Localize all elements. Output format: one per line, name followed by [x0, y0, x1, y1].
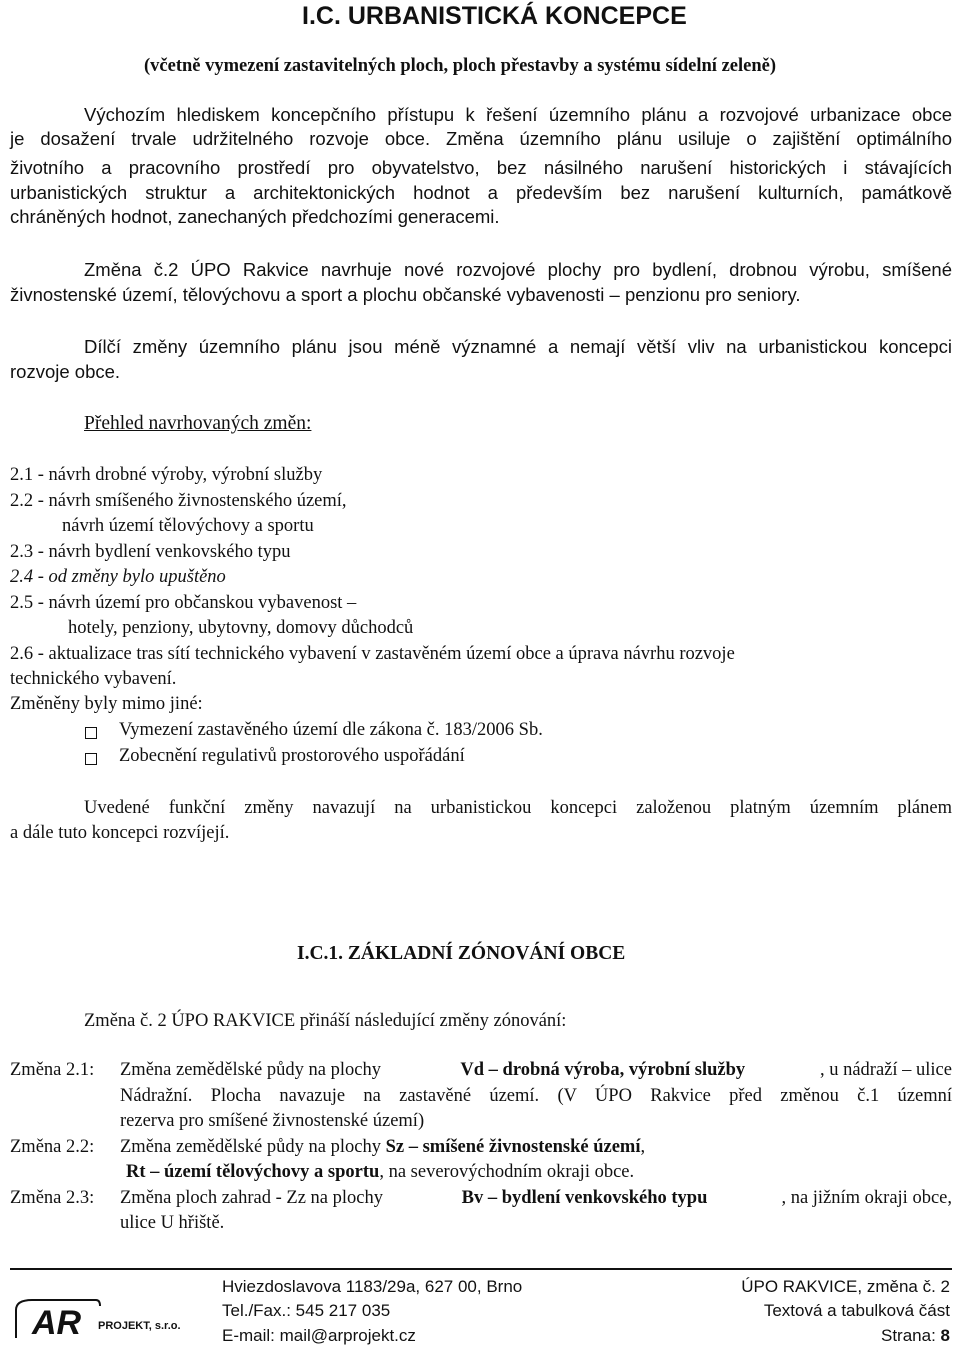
change-2-1-line-3: rezerva pro smíšené živnostenské území) [120, 1111, 425, 1131]
change-text: Změna ploch zahrad - Zz na plochy [120, 1188, 388, 1208]
page-num: 8 [940, 1326, 950, 1345]
change-2-3-line-1 [120, 1188, 952, 1209]
zone-type: Rt – území tělovýchovy a sportu [126, 1162, 380, 1182]
footer-email: E-mail: mail@arprojekt.cz [222, 1326, 416, 1345]
checkbox-icon [85, 753, 97, 765]
intro-line-3: životního a pracovního prostředí pro obyvatelstvo, bez násilného narušení historických i stávajících [10, 157, 952, 178]
change-label: Změna 2.1: [10, 1060, 95, 1080]
overview-item: 2.3 - návrh bydlení venkovského typu [10, 542, 291, 562]
footer-address: Hviezdoslavova 1183/29a, 627 00, Brno [222, 1277, 523, 1296]
p4-line-2: a dále tuto koncepci rozvíjejí. [10, 823, 230, 843]
change-text: , [640, 1137, 646, 1157]
overview-item: 2.4 - od změny bylo upuštěno [10, 567, 226, 587]
page-subtitle: (včetně vymezení zastavitelných ploch, ploch přestavby a systému sídelní zeleně) [144, 56, 777, 76]
intro-line-4: urbanistických struktur a architektonických hodnot a především bez narušení kulturních, památkově [10, 182, 952, 203]
footer-phone: Tel./Fax.: 545 217 035 [222, 1301, 391, 1320]
change-label: Změna 2.3: [10, 1188, 95, 1208]
change-2-1-line-2: Nádražní. Plocha navazuje na zastavěné území. (V ÚPO Rakvice před změnou č.1 územní [120, 1086, 952, 1106]
page-label: Strana: [880, 1326, 941, 1345]
logo-letters: AR [32, 1304, 82, 1340]
change-text: Změna zemědělské půdy na plochy [120, 1060, 386, 1080]
intro-line-2: je dosažení trvale udržitelného rozvoje obce. Změna územního plánu usiluje o zajištění optimálního [10, 128, 952, 149]
p3-line-1: Dílčí změny územního plánu jsou méně významné a nemají větší vliv na urbanistickou koncepci [84, 336, 952, 357]
overview-item: hotely, penziony, ubytovny, domovy důchodců [68, 618, 414, 638]
footer-doc-part: Textová a tabulková část [763, 1301, 950, 1320]
zone-type: Vd – drobná výroba, výrobní služby [460, 1060, 746, 1080]
footer-doc-title: ÚPO RAKVICE, změna č. 2 [741, 1277, 950, 1296]
page-title: I.C. URBANISTICKÁ KONCEPCE [302, 2, 687, 30]
overview-item: 2.6 - aktualizace tras sítí technického vybavení v zastavěném území obce a úprava návrhu rozvoje [10, 644, 735, 664]
section-heading: I.C.1. ZÁKLADNÍ ZÓNOVÁNÍ OBCE [297, 943, 626, 964]
checkbox-icon [85, 727, 97, 739]
overview-item: 2.5 - návrh území pro občanskou vybavenost – [10, 593, 357, 613]
footer-rule [10, 1268, 952, 1270]
logo-mark-icon [14, 1288, 184, 1340]
change-text: Změna zemědělské půdy na plochy [120, 1137, 386, 1157]
change-2-2-line-2 [126, 1162, 634, 1183]
intro-line-1: Výchozím hlediskem koncepčního přístupu k řešení územního plánu a rozvojové urbanizace obce [84, 104, 952, 125]
page-number [881, 1326, 950, 1346]
p3-line-2: rozvoje obce. [10, 361, 121, 382]
zone-type: Sz – smíšené živnostenské území [385, 1137, 641, 1157]
change-text: , na severovýchodním okraji obce. [379, 1162, 635, 1182]
other-changes-heading: Změněny byly mimo jiné: [10, 694, 203, 714]
intro-line-5: chráněných hodnot, zanechaných předchozími generacemi. [10, 206, 500, 227]
overview-item: 2.2 - návrh smíšeného živnostenského území, [10, 491, 347, 511]
overview-item: návrh území tělovýchovy a sportu [62, 516, 314, 536]
overview-item: 2.1 - návrh drobné výroby, výrobní služby [10, 465, 323, 485]
bullet-item: Zobecnění regulativů prostorového uspořádání [119, 746, 465, 766]
overview-heading: Přehled navrhovaných změn: [84, 413, 312, 434]
p4-line-1: Uvedené funkční změny navazují na urbanistickou koncepci založenou platným územním plánem [84, 798, 952, 818]
overview-item: technického vybavení. [10, 669, 177, 689]
section-lead: Změna č. 2 ÚPO RAKVICE přináší následující změny zónování: [84, 1011, 567, 1031]
bullet-item: Vymezení zastavěného území dle zákona č. 183/2006 Sb. [119, 720, 543, 740]
change-text: , u nádraží – ulice [819, 1060, 952, 1080]
p2-line-2: živnostenské území, tělovýchovu a sport a plochu občanské vybavenosti – penzionu pro seniory. [10, 284, 801, 305]
change-2-1-line-1 [120, 1060, 952, 1081]
company-logo [14, 1288, 184, 1340]
change-text: , na jižním okraji obce, [781, 1188, 952, 1208]
p2-line-1: Změna č.2 ÚPO Rakvice navrhuje nové rozvojové plochy pro bydlení, drobnou výrobu, smíšené [84, 259, 952, 280]
change-2-2-line-1 [120, 1137, 645, 1158]
zone-type: Bv – bydlení venkovského typu [461, 1188, 708, 1208]
change-2-3-line-2: ulice U hřiště. [120, 1213, 225, 1233]
logo-company: PROJEKT, s.r.o. [98, 1320, 181, 1332]
change-label: Změna 2.2: [10, 1137, 95, 1157]
